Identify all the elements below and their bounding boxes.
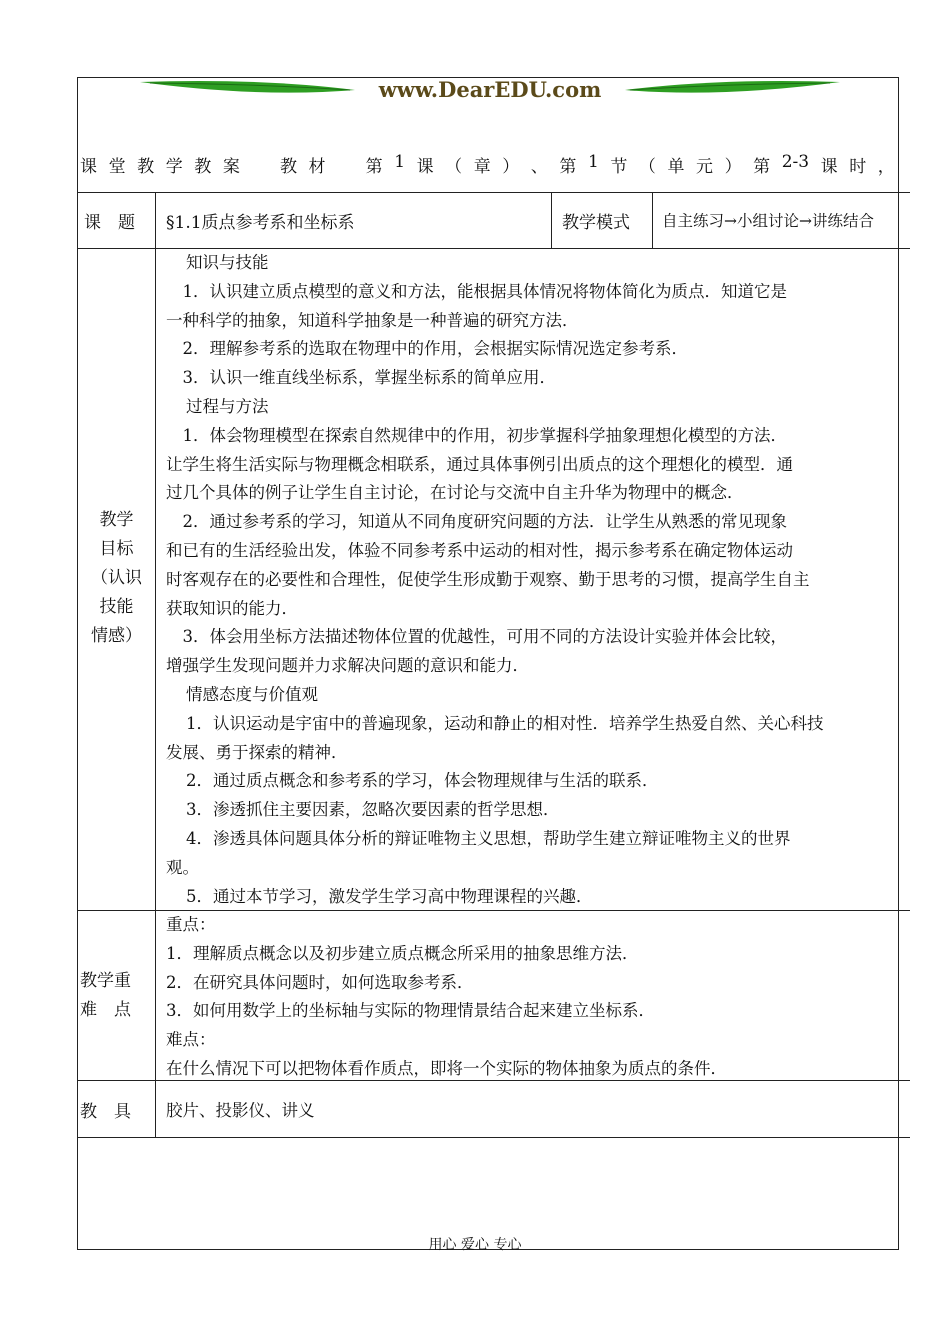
objectives-label-line: 情感） [91,626,142,646]
objectives-label [78,506,155,651]
header-char: 第 [365,157,383,177]
objectives-line: 知识与技能 [186,253,269,272]
objectives-line: 5．通过本节学习，激发学生学习高中物理课程的兴趣． [186,886,593,906]
header-char: 堂 [108,157,126,177]
keypoints-line: 1．理解质点概念以及初步建立质点概念所采用的抽象思维方法． [166,943,639,963]
objectives-line: 时客观存在的必要性和合理性，促使学生形成勤于观察、勤于思考的习惯，提高学生自主 [166,569,810,589]
objectives-line: 2．理解参考系的选取在物理中的作用，会根据实际情况选定参考系． [166,339,688,359]
objectives-line: 2．通过质点概念和参考系的学习，体会物理规律与生活的联系． [186,771,659,791]
header-char: 第 [559,157,577,177]
header-char: 教 [279,157,297,177]
keypoints-line: 3．如何用数学上的坐标轴与实际的物理情景结合起来建立坐标系． [166,1001,655,1021]
header-char: 1 [587,152,599,172]
header-char: 节 [610,157,628,177]
objectives-line: 3．认识一维直线坐标系，掌握坐标系的简单应用． [166,368,556,388]
divider [77,1137,910,1138]
header-char: 案 [222,157,240,177]
objectives-line: 过几个具体的例子让学生自主讨论，在讨论与交流中自主升华为物理中的概念． [166,483,744,503]
header-char: 1 [394,152,406,172]
lesson-title: §1.1质点参考系和坐标系 [166,213,355,233]
keypoints-line: 在什么情况下可以把物体看作质点，即将一个实际的物体抽象为质点的条件． [166,1059,727,1078]
objectives-line: 发展、勇于探索的精神． [166,742,348,762]
header-char: 课 [820,157,838,177]
objectives-line: 3．渗透抓住主要因素，忽略次要因素的哲学思想． [186,800,560,820]
objectives-label-line: 目标 [99,539,134,559]
header-char: 教 [137,157,155,177]
objectives-line: 让学生将生活实际与物理概念相联系，通过具体事例引出质点的这个理想化的模型．通 [166,454,793,474]
keypoints-label-line: 教学重 [80,971,131,991]
header-char: 、 [530,157,548,177]
logo-text: www.DearEDU.com [378,78,602,102]
objectives-line: 过程与方法 [186,397,269,416]
objectives-line: 增强学生发现问题并力求解决问题的意识和能力． [166,656,529,676]
objectives-line: 1．认识运动是宇宙中的普遍现象，运动和静止的相对性．培养学生热爱自然、关心科技 [186,713,824,733]
objectives-line: 1．体会物理模型在探索自然规律中的作用，初步掌握科学抽象理想化模型的方法． [166,425,787,445]
header-char: 第 [753,157,771,177]
header-char: 课 [80,157,97,177]
lesson-header [80,152,895,177]
keypoints-line: 2．在研究具体问题时，如何选取参考系． [166,972,474,992]
header-char: 材 [308,157,326,177]
objectives-line: 情感态度与价值观 [186,685,318,704]
tools-value: 胶片、投影仪、讲义 [166,1101,315,1120]
objectives-line: 观。 [166,857,199,877]
objectives-line: 和已有的生活经验出发，体验不同参考系中运动的相对性，揭示参考系在确定物体运动 [166,541,793,560]
objectives-line: 获取知识的能力． [166,598,298,618]
header-char: （ [445,157,463,177]
header-char [251,152,268,177]
teaching-mode-label: 教学模式 [562,213,630,233]
column-divider [551,192,552,248]
keypoints-line: 难点： [166,1030,216,1050]
column-divider [652,192,653,248]
page-footer: 用心 爱心 专心 [428,1237,522,1253]
header-char: （ [638,157,656,177]
header-char: 章 [473,157,491,177]
keypoints-label [80,967,131,1025]
objectives-label-line: 技能 [99,597,134,617]
objectives-label-line: （认识 [91,568,142,588]
objectives-line: 1．认识建立质点模型的意义和方法，能根据具体情况将物体简化为质点．知道它是 [166,281,787,301]
header-char [337,152,354,177]
header-char: 时 [849,157,867,177]
objectives-line: 4．渗透具体问题具体分析的辩证唯物主义思想，帮助学生建立辩证唯物主义的世界 [186,829,791,848]
teaching-mode-value: 自主练习→小组讨论→讲练结合 [662,212,874,230]
title-label: 课 题 [84,213,135,233]
header-char: ） [502,157,520,177]
divider [77,192,910,193]
header-char: 2-3 [781,152,810,172]
objectives-line: 一种科学的抽象，知道科学抽象是一种普遍的研究方法． [166,310,579,330]
column-divider [155,192,156,1137]
header-char: 学 [165,157,183,177]
keypoints-line: 重点： [166,915,216,934]
header-char: 元 [696,157,714,177]
header-char: ） [724,157,742,177]
objectives-label-line: 教学 [99,510,134,530]
objectives-line: 2．通过参考系的学习，知道从不同角度研究问题的方法．让学生从熟悉的常见现象 [166,512,787,532]
tools-label: 教 具 [80,1102,131,1122]
header-char: ， [877,157,895,177]
header-char: 课 [416,157,434,177]
header-char: 教 [194,157,212,177]
dearedu-logo [140,78,840,104]
objectives-line: 3．体会用坐标方法描述物体位置的优越性，可用不同的方法设计实验并体会比较， [166,627,787,647]
keypoints-label-line: 难 点 [80,1000,131,1020]
header-char: 单 [667,157,685,177]
